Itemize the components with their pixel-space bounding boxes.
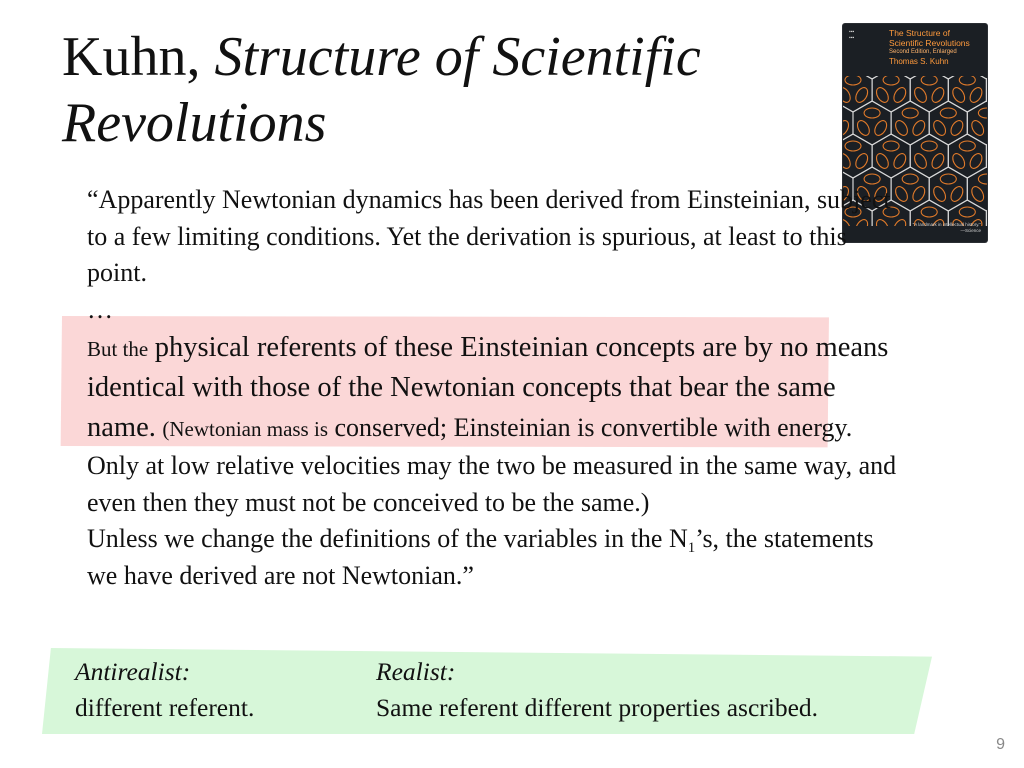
cover-oval bbox=[940, 174, 956, 184]
book-cover-title-line1: The Structure of bbox=[889, 28, 950, 38]
cover-oval bbox=[893, 119, 910, 138]
cover-hexagon bbox=[986, 200, 987, 226]
quote-final-after-sub: ’s, the statements we have derived are not Newtonian.” bbox=[87, 524, 874, 590]
cover-oval bbox=[912, 86, 929, 105]
antirealist-label: Antirealist: bbox=[75, 657, 191, 686]
cover-oval bbox=[949, 185, 966, 204]
cover-oval bbox=[931, 119, 948, 138]
cover-oval bbox=[978, 108, 987, 118]
cover-oval bbox=[950, 152, 967, 171]
book-cover-blurb-text: "A landmark in intellectual history." bbox=[912, 222, 981, 227]
cover-oval bbox=[921, 141, 937, 151]
book-cover-publisher-mark: ▪▪▪ ▪▪▪ bbox=[849, 29, 855, 41]
quote-emphasis: physical referents of these Einsteinian concepts are by no means identical with those of the Newtonian concepts that bear the same name. bbox=[87, 332, 889, 443]
cover-oval bbox=[853, 152, 870, 171]
cover-oval bbox=[883, 141, 899, 151]
cover-oval bbox=[921, 207, 937, 217]
cover-oval bbox=[891, 152, 908, 171]
quote-final-subscript: 1 bbox=[687, 540, 696, 556]
cover-oval bbox=[969, 185, 986, 204]
cover-oval bbox=[921, 76, 937, 85]
cover-oval bbox=[959, 76, 975, 85]
book-cover-edition: Second Edition, Enlarged bbox=[889, 49, 957, 55]
cover-oval bbox=[968, 152, 985, 171]
cover-oval bbox=[930, 86, 947, 105]
book-cover-author: Thomas S. Kuhn bbox=[889, 57, 949, 66]
quote-final-before-sub: Unless we change the definitions of the variables in the N bbox=[87, 524, 688, 553]
cover-oval bbox=[855, 119, 872, 138]
cover-oval bbox=[874, 86, 891, 105]
cover-hexagon bbox=[910, 76, 948, 112]
cover-oval bbox=[940, 108, 956, 118]
cover-oval bbox=[959, 207, 975, 217]
book-cover-blurb-source: —Science bbox=[960, 228, 981, 233]
cover-hexagon bbox=[948, 76, 986, 112]
cover-oval bbox=[874, 152, 891, 171]
realist-label: Realist: bbox=[376, 657, 456, 686]
realist-text: Same referent different properties ascribed. bbox=[376, 693, 819, 722]
antirealist-text: different referent. bbox=[75, 693, 255, 722]
cover-oval bbox=[910, 185, 927, 204]
cover-oval bbox=[959, 141, 975, 151]
title-work: Structure of Scientific Revolutions bbox=[62, 26, 701, 154]
quote-paragraph-1: “Apparently Newtonian dynamics has been derived from Einsteinian, subject to a few limiting conditions. Yet the derivation is spurious, at least to this point. bbox=[87, 185, 891, 287]
cover-oval bbox=[864, 108, 880, 118]
slide-title bbox=[62, 24, 822, 156]
realist-column bbox=[376, 654, 818, 726]
cover-oval bbox=[853, 86, 870, 105]
book-cover-blurb bbox=[913, 222, 981, 234]
cover-hexagon bbox=[967, 101, 987, 145]
cover-oval bbox=[843, 86, 853, 105]
cover-oval bbox=[978, 174, 987, 184]
cover-oval bbox=[891, 86, 908, 105]
cover-hexagon bbox=[967, 167, 987, 211]
quote-paragraph-2 bbox=[87, 328, 907, 594]
cover-oval bbox=[910, 119, 927, 138]
cover-oval bbox=[950, 86, 967, 105]
quote-ellipsis: … bbox=[87, 294, 113, 324]
cover-oval bbox=[845, 76, 861, 85]
cover-oval bbox=[969, 119, 986, 138]
page-number: 9 bbox=[996, 736, 1005, 753]
cover-oval bbox=[949, 119, 966, 138]
cover-oval bbox=[931, 185, 948, 204]
cover-oval bbox=[843, 152, 853, 171]
kuhn-quote bbox=[87, 182, 907, 594]
cover-oval bbox=[872, 119, 889, 138]
cover-oval bbox=[968, 86, 985, 105]
cover-oval bbox=[845, 141, 861, 151]
cover-hexagon bbox=[872, 76, 910, 112]
cover-oval bbox=[912, 152, 929, 171]
cover-oval bbox=[843, 119, 851, 138]
cover-oval bbox=[930, 152, 947, 171]
cover-oval bbox=[902, 108, 918, 118]
cover-oval bbox=[883, 76, 899, 85]
book-cover-title bbox=[889, 29, 985, 67]
quote-paren-start: (Newtonian mass is bbox=[162, 417, 328, 441]
cover-hexagon bbox=[986, 76, 987, 112]
quote-paren-rest: conserved; Einsteinian is convertible with energy. Only at low relative velocities may the two be measured in the same way, and even then they must not be conceived to be the same.) bbox=[87, 413, 897, 517]
antirealist-column bbox=[75, 654, 254, 726]
title-author: Kuhn, bbox=[62, 26, 201, 88]
book-cover-title-line2: Scientific Revolutions bbox=[889, 37, 970, 48]
quote-lead: But the bbox=[87, 337, 149, 361]
cover-hexagon bbox=[986, 134, 987, 178]
